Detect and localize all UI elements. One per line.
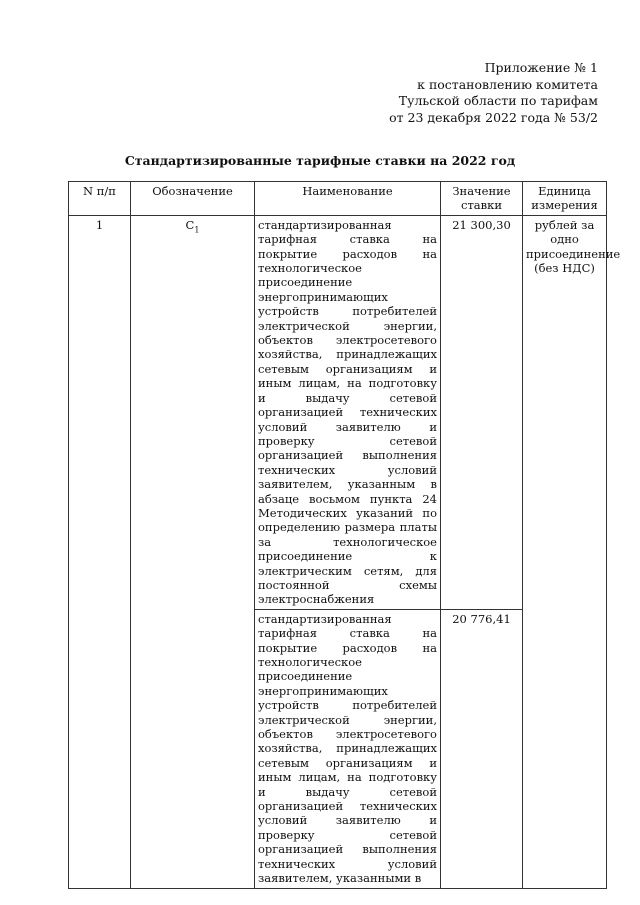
rate-name-1: стандартизированная тарифная ставка на покрытие расходов на технологическое присоединение энергопринимающих устройств потребителей электрической энергии, объектов электросетевого хозяйства, принадлежащих сетевым организациям и иным лицам, на подготовку и выдачу сетевой организацией технических условий заявителю и проверку сетевой организацией выполнения технических условий заявителем, указанным в абзаце восьмом пункта 24 Методических указаний по определению размера платы за технологическое присоединение к электрическим сетям, для постоянной схемы электроснабжения [255,215,441,609]
table-row [69,215,607,609]
header-symbol: Обозначение [131,182,255,216]
header-value: Значение ставки [441,182,523,216]
rate-symbol [131,215,255,888]
rate-unit: рублей за одно присоединение (без НДС) [523,215,607,888]
appendix-line-1: Приложение № 1 [484,60,598,75]
rate-value-2: 20 776,41 [441,609,523,888]
tariff-rates-table [68,181,621,889]
table-header-row [69,182,607,216]
document-title: Стандартизированные тарифные ставки на 2022 год [124,153,516,168]
rate-value-1: 21 300,30 [441,215,523,609]
rate-name-2: стандартизированная тарифная ставка на покрытие расходов на технологическое присоединение энергопринимающих устройств потребителей электрической энергии, объектов электросетевого хозяйства, принадлежащих сетевым организациям и иным лицам, на подготовку и выдачу сетевой организацией технических условий заявителю и проверку сетевой организацией выполнения технических условий заявителем, указанными в [255,609,441,888]
header-num: N п/п [69,182,131,216]
appendix-reference [389,60,598,126]
header-name: Наименование [255,182,441,216]
appendix-line-2: к постановлению комитета [417,76,598,92]
rate-symbol-subscript: 1 [194,225,200,235]
appendix-line-3: Тульской области по тарифам [398,93,598,108]
header-unit: Единица измерения [523,182,607,216]
row-number: 1 [69,215,131,888]
appendix-line-4: от 23 декабря 2022 года № 53/2 [389,109,598,125]
rate-symbol-letter: C [185,217,195,232]
